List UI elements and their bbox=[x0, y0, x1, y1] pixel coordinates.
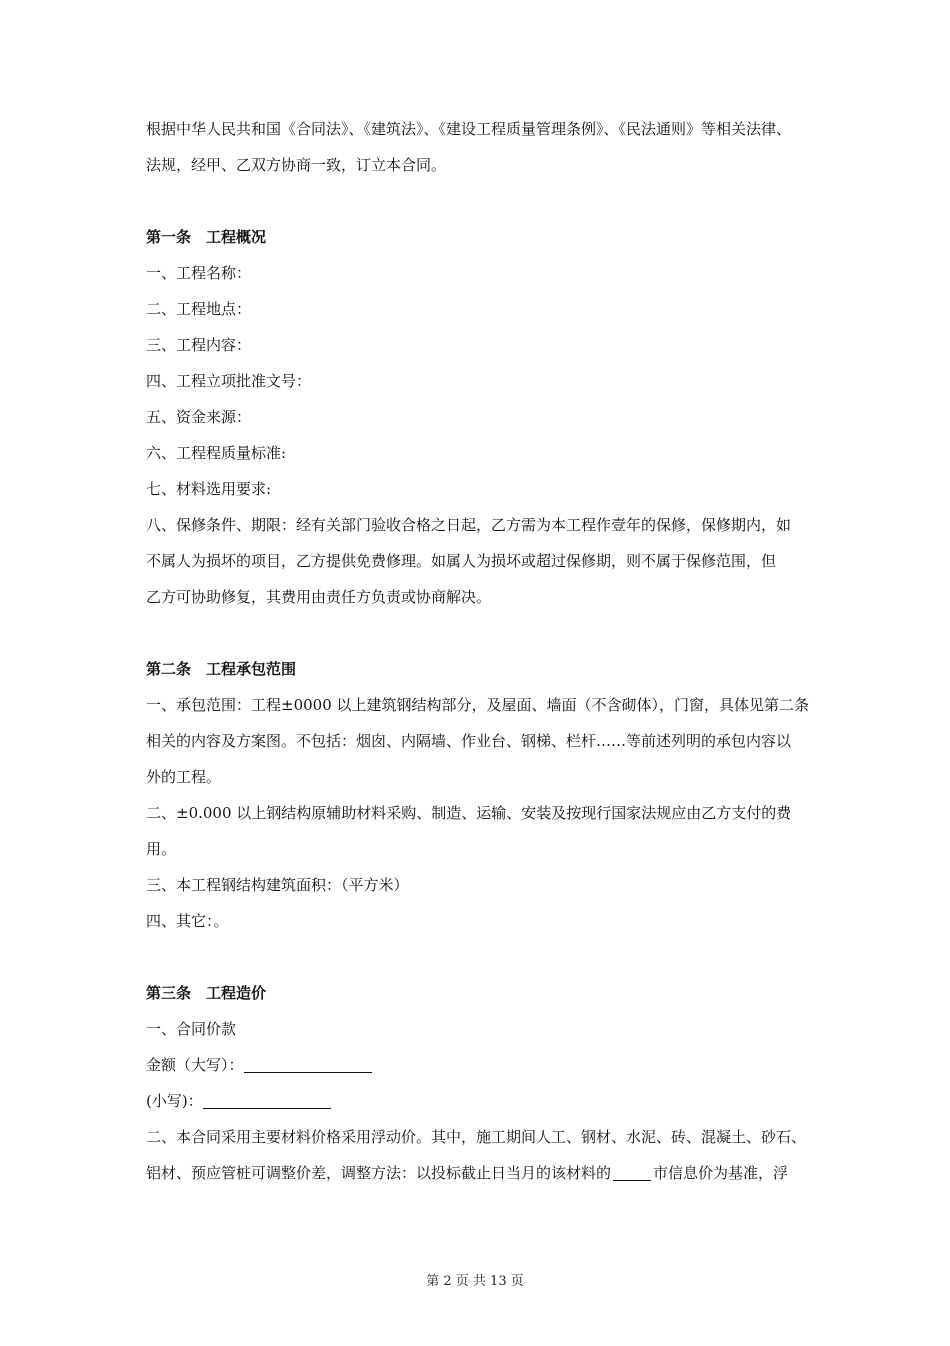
contract-price-title: 一、合同价款 bbox=[146, 1020, 237, 1038]
amount-lower-blank[interactable] bbox=[203, 1090, 331, 1109]
float-price-text-cont: 市信息价为基准，浮 bbox=[653, 1164, 789, 1182]
article1-heading: 第一条 工程概况 bbox=[146, 228, 267, 246]
float-price-text: 铝材、预应管桩可调整价差，调整方法：以投标截止日当月的该材料的 bbox=[146, 1164, 612, 1182]
city-blank[interactable] bbox=[613, 1162, 651, 1181]
amount-lower-label: (小写)： bbox=[146, 1092, 203, 1110]
intro-line: 根据中华人民共和国《合同法》、《建筑法》、《建设工程质量管理条例》、《民法通则》等相关法律、 bbox=[146, 120, 792, 138]
page-number: 第 2 页 共 13 页 bbox=[426, 1274, 524, 1289]
project-name-item: 一、工程名称： bbox=[146, 264, 252, 282]
project-content-item: 三、工程内容： bbox=[146, 336, 252, 354]
warranty-line: 不属人为损坏的项目，乙方提供免费修理。如属人为损坏或超过保修期，则不属于保修范围，但 bbox=[146, 552, 777, 570]
amount-upper-blank[interactable] bbox=[244, 1054, 372, 1073]
article3-heading: 第三条 工程造价 bbox=[146, 984, 267, 1002]
costs-line: 用。 bbox=[146, 840, 177, 858]
funding-source-item: 五、资金来源： bbox=[146, 408, 252, 426]
scope-line: 相关的内容及方案图。不包括：烟囱、内隔墙、作业台、钢梯、栏杆……等前述列明的承包内容以 bbox=[146, 732, 792, 750]
material-requirement-item: 七、材料选用要求: bbox=[146, 480, 272, 498]
amount-upper-row bbox=[146, 1047, 812, 1083]
other-item: 四、其它：。 bbox=[146, 912, 229, 930]
scope-line: 一、承包范围：工程±0000 以上建筑钢结构部分，及屋面、墙面（不含砌体），门窗，具体见第二条 bbox=[146, 696, 810, 714]
amount-lower-row bbox=[146, 1083, 812, 1119]
float-price-line-2 bbox=[146, 1155, 812, 1191]
amount-upper-label: 金额（大写）： bbox=[146, 1056, 244, 1074]
scope-line: 外的工程。 bbox=[146, 768, 222, 786]
intro-line: 法规，经甲、乙双方协商一致，订立本合同。 bbox=[146, 156, 447, 174]
article2-heading: 第二条 工程承包范围 bbox=[146, 660, 297, 678]
quality-standard-item: 六、工程程质量标准: bbox=[146, 444, 287, 462]
document-body bbox=[146, 111, 812, 1191]
float-price-line: 二、本合同采用主要材料价格采用浮动价。其中，施工期间人工、钢材、水泥、砖、混凝土、砂石、 bbox=[146, 1128, 807, 1146]
building-area-item: 三、本工程钢结构建筑面积：（平方米） bbox=[146, 876, 409, 894]
approval-number-item: 四、工程立项批准文号： bbox=[146, 372, 312, 390]
warranty-line: 乙方可协助修复，其费用由责任方负责或协商解决。 bbox=[146, 588, 492, 606]
costs-line: 二、±0.000 以上钢结构原辅助材料采购、制造、运输、安装及按现行国家法规应由乙方支付的费 bbox=[146, 804, 792, 822]
project-location-item: 二、工程地点： bbox=[146, 300, 252, 318]
warranty-line: 八、保修条件、期限：经有关部门验收合格之日起，乙方需为本工程作壹年的保修，保修期内，如 bbox=[146, 516, 792, 534]
